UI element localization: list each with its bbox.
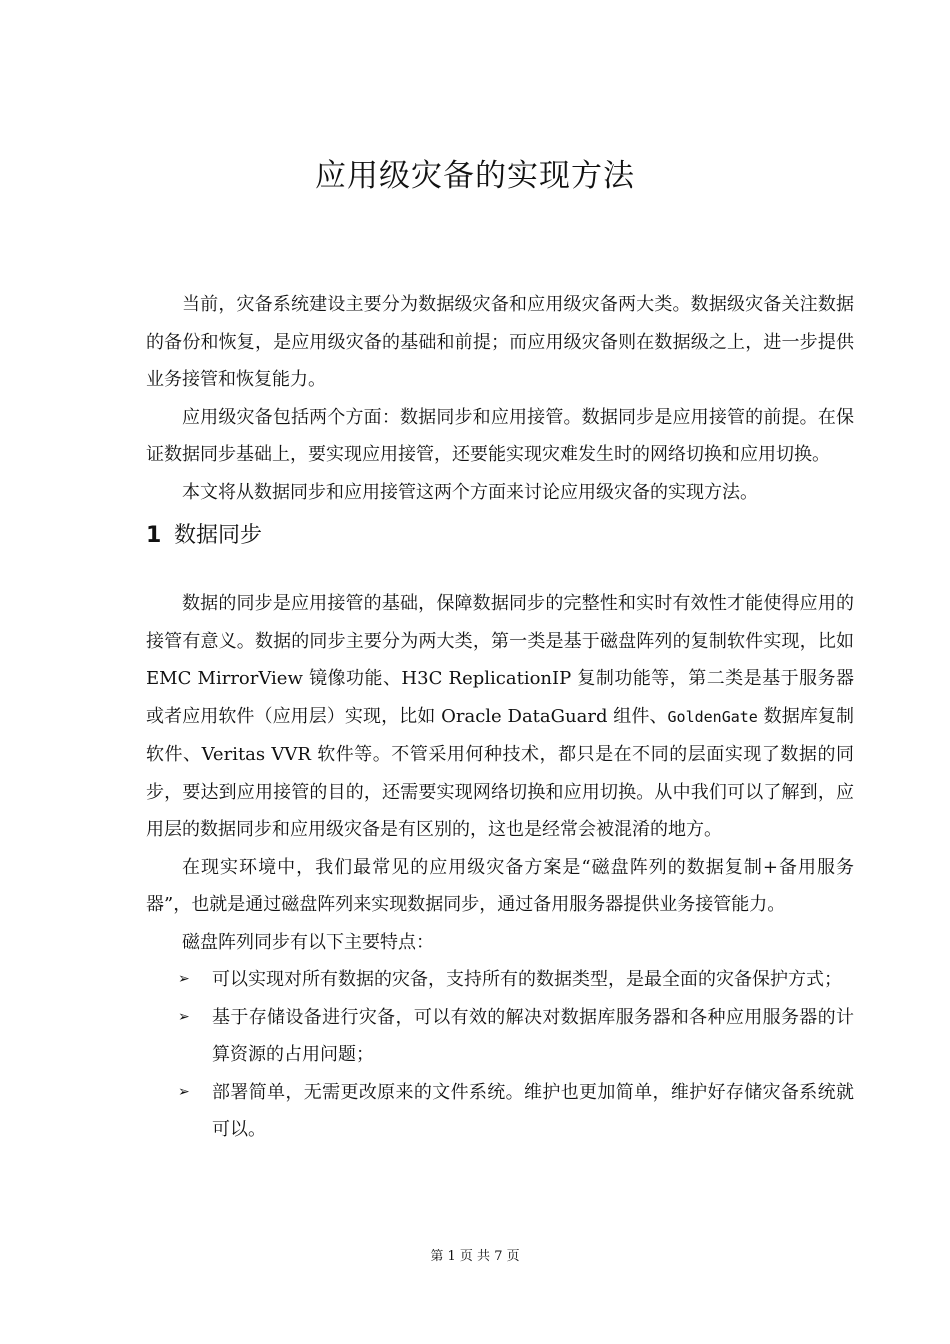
- list-item-text: 基于存储设备进行灾备，可以有效的解决对数据库服务器和各种应用服务器的计算资源的占用问题；: [212, 1006, 854, 1065]
- goldengate-term: GoldenGate: [667, 707, 758, 726]
- list-item-text: 部署简单，无需更改原来的文件系统。维护也更加简单，维护好存储灾备系统就可以。: [212, 1081, 854, 1140]
- list-item: [146, 961, 854, 999]
- section-paragraph-1: [146, 585, 854, 849]
- intro-paragraph-3: 本文将从数据同步和应用接管这两个方面来讨论应用级灾备的实现方法。: [182, 481, 758, 503]
- document-body: [146, 286, 854, 1149]
- section-paragraph-1-text-b: 数据库复制软件、Veritas VVR 软件等。不管采用何种技术，都只是在不同的层面实现了数据的同步，要达到应用接管的目的，还需要实现网络切换和应用切换。从中我们可以了解到，应用层的数据同步和应用级灾备是有区别的，这也是经常会被混淆的地方。: [146, 705, 854, 840]
- section-number: 1: [146, 523, 162, 548]
- list-item: [146, 999, 854, 1074]
- intro-paragraph-1: 当前，灾备系统建设主要分为数据级灾备和应用级灾备两大类。数据级灾备关注数据的备份和恢复，是应用级灾备的基础和前提；而应用级灾备则在数据级之上，进一步提供业务接管和恢复能力。: [146, 294, 854, 390]
- page-footer: 第 1 页 共 7 页: [430, 1249, 520, 1264]
- list-item: [146, 1074, 854, 1149]
- arrow-bullet-icon: ➢: [178, 1083, 190, 1100]
- intro-paragraph-2: 应用级灾备包括两个方面：数据同步和应用接管。数据同步是应用接管的前提。在保证数据同步基础上，要实现应用接管，还要能实现灾难发生时的网络切换和应用切换。: [146, 406, 854, 465]
- arrow-bullet-icon: ➢: [178, 971, 190, 987]
- section-paragraph-1-text-a: 数据的同步是应用接管的基础，保障数据同步的完整性和实时有效性才能使得应用的接管有意义。数据的同步主要分为两大类，第一类是基于磁盘阵列的复制软件实现，比如 EMC MirrorView 镜像功能、H3C ReplicationIP 复制功能等，第二类是基于服务器或者应用软件（应用层）实现，比如 Oracle DataGuard 组件、: [146, 593, 854, 727]
- list-item-text: 可以实现对所有数据的灾备，支持所有的数据类型，是最全面的灾备保护方式；: [212, 969, 842, 990]
- feature-list: [146, 961, 854, 1149]
- section-title: 数据同步: [174, 523, 263, 548]
- section-paragraph-2: 在现实环境中，我们最常见的应用级灾备方案是“磁盘阵列的数据复制+备用服务器”，也就是通过磁盘阵列来实现数据同步，通过备用服务器提供业务接管能力。: [146, 856, 854, 915]
- arrow-bullet-icon: ➢: [178, 1008, 190, 1025]
- section-heading: [146, 521, 854, 551]
- document-title: 应用级灾备的实现方法: [315, 158, 635, 194]
- section-paragraph-3: 磁盘阵列同步有以下主要特点：: [182, 931, 434, 953]
